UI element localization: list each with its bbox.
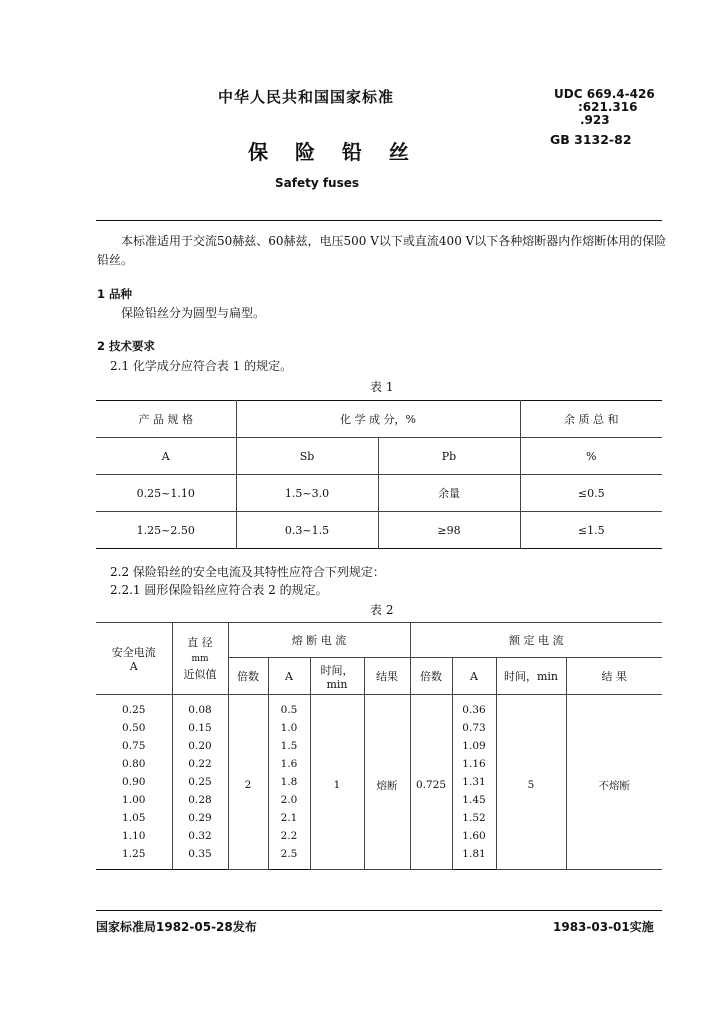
table-cell: ≥98: [378, 512, 520, 549]
table-cell: 0.25: [96, 695, 172, 720]
table-row: [96, 512, 662, 549]
table-cell: 1.52: [452, 809, 496, 827]
table-2-caption: 表 2: [370, 603, 394, 617]
gb-code: GB 3132-82: [550, 132, 632, 147]
table-cell: 0.75: [96, 737, 172, 755]
table-2-header-row-1: [96, 623, 662, 658]
table-cell: 0.29: [172, 809, 228, 827]
table-row: [96, 475, 662, 512]
table-cell: 0.36: [452, 695, 496, 720]
diameter-label: 直 径: [187, 635, 213, 649]
table-1-header-row-2: [96, 438, 662, 475]
table-cell: 1.5~3.0: [236, 475, 378, 512]
udc-line-1: UDC 669.4-426: [554, 87, 655, 101]
table-1-caption: 表 1: [370, 380, 394, 394]
table-2: [96, 622, 662, 870]
table-cell: 0.32: [172, 827, 228, 845]
table-cell: 1.25~2.50: [96, 512, 236, 549]
table-1-head-unit-a: A: [96, 438, 236, 475]
table-cell: 1.31: [452, 773, 496, 791]
table-cell: 0.28: [172, 791, 228, 809]
safe-current-label: 安全电流: [111, 646, 156, 659]
merged-fuse-result: 熔断: [364, 695, 410, 870]
table-cell: 2.0: [268, 791, 310, 809]
table-1-header-row-1: [96, 401, 662, 438]
table-1-head-spec: 产 品 规 格: [96, 401, 236, 438]
table-cell: 0.15: [172, 719, 228, 737]
table-cell: 1.45: [452, 791, 496, 809]
table-cell: 1.0: [268, 719, 310, 737]
table-1-head-chem: 化 学 成 分，%: [236, 401, 520, 438]
table-cell: 2.1: [268, 809, 310, 827]
udc-line-2: :621.316: [578, 100, 638, 114]
header-rule: [96, 220, 662, 221]
table-cell: 2.2: [268, 827, 310, 845]
head-time-min: 时间，min: [310, 658, 364, 695]
udc-line-3: .923: [580, 113, 610, 127]
intro-paragraph: 本标准适用于交流50赫兹、60赫兹，电压500 V以下或直流400 V以下各种熔断器内作熔断体用的保险铅丝。: [97, 234, 667, 267]
safe-current-unit: A: [129, 660, 138, 673]
table-cell: 1.16: [452, 755, 496, 773]
table-cell: 0.08: [172, 695, 228, 720]
table-1-head-pct: %: [520, 438, 662, 475]
merged-rated-time: 5: [496, 695, 566, 870]
table-cell: 0.22: [172, 755, 228, 773]
table-cell: 0.80: [96, 755, 172, 773]
section-1-text: 保险铅丝分为圆型与扁型。: [121, 306, 266, 320]
table-cell: 0.90: [96, 773, 172, 791]
head-a-2: A: [452, 658, 496, 695]
diameter-unit: mm: [191, 653, 209, 664]
table-cell: 1.05: [96, 809, 172, 827]
table-cell: 1.09: [452, 737, 496, 755]
table-cell: 余量: [378, 475, 520, 512]
section-2-heading: 2 技术要求: [97, 339, 156, 353]
clause-2-2-1: 2.2.1 圆形保险铅丝应符合表 2 的规定。: [110, 583, 328, 597]
table-cell: ≤0.5: [520, 475, 662, 512]
section-1-heading: 1 品种: [97, 287, 133, 301]
table-cell: 1.5: [268, 737, 310, 755]
table-cell: 0.25~1.10: [96, 475, 236, 512]
table-1: [96, 400, 662, 549]
standard-body: 中华人民共和国国家标准: [218, 88, 395, 106]
head-times: 倍数: [228, 658, 268, 695]
clause-2-2: 2.2 保险铅丝的安全电流及其特性应符合下列规定：: [110, 565, 385, 579]
diameter-note: 近似值: [183, 667, 217, 681]
table-cell: 0.20: [172, 737, 228, 755]
table-cell: ≤1.5: [520, 512, 662, 549]
table-1-head-rest: 余 质 总 和: [520, 401, 662, 438]
table-cell: 1.6: [268, 755, 310, 773]
table-2-head-rated-current: 额 定 电 流: [410, 623, 662, 658]
merged-rated-times: 0.725: [410, 695, 452, 870]
table-1-head-sb: Sb: [236, 438, 378, 475]
document-title: 保 险 铅 丝: [248, 140, 419, 164]
document-title-en: Safety fuses: [275, 176, 360, 190]
table-cell: 0.73: [452, 719, 496, 737]
table-cell: 0.35: [172, 845, 228, 870]
footer-rule: [96, 910, 662, 911]
issued-date: 国家标准局1982-05-28发布: [96, 920, 257, 934]
table-cell: 1.10: [96, 827, 172, 845]
table-cell: 0.50: [96, 719, 172, 737]
merged-fuse-time: 1: [310, 695, 364, 870]
merged-rated-result: 不熔断: [566, 695, 662, 870]
head-result: 结果: [364, 658, 410, 695]
table-row: [96, 695, 662, 720]
table-2-head-diameter: [172, 623, 228, 695]
table-2-head-fuse-current: 熔 断 电 流: [228, 623, 410, 658]
table-cell: 0.5: [268, 695, 310, 720]
table-cell: 2.5: [268, 845, 310, 870]
effective-date: 1983-03-01实施: [553, 920, 654, 934]
table-cell: 1.8: [268, 773, 310, 791]
table-1-head-pb: Pb: [378, 438, 520, 475]
table-cell: 0.25: [172, 773, 228, 791]
head-a: A: [268, 658, 310, 695]
udc-code: [554, 88, 655, 127]
table-cell: 1.81: [452, 845, 496, 870]
head-result-2: 结 果: [566, 658, 662, 695]
table-cell: 1.00: [96, 791, 172, 809]
table-2-head-safe-current: [96, 623, 172, 695]
table-cell: 1.60: [452, 827, 496, 845]
merged-fuse-times: 2: [228, 695, 268, 870]
table-cell: 0.3~1.5: [236, 512, 378, 549]
clause-2-1: 2.1 化学成分应符合表 1 的规定。: [110, 359, 293, 373]
table-cell: 1.25: [96, 845, 172, 870]
head-times-2: 倍数: [410, 658, 452, 695]
head-time-min-2: 时间，min: [496, 658, 566, 695]
